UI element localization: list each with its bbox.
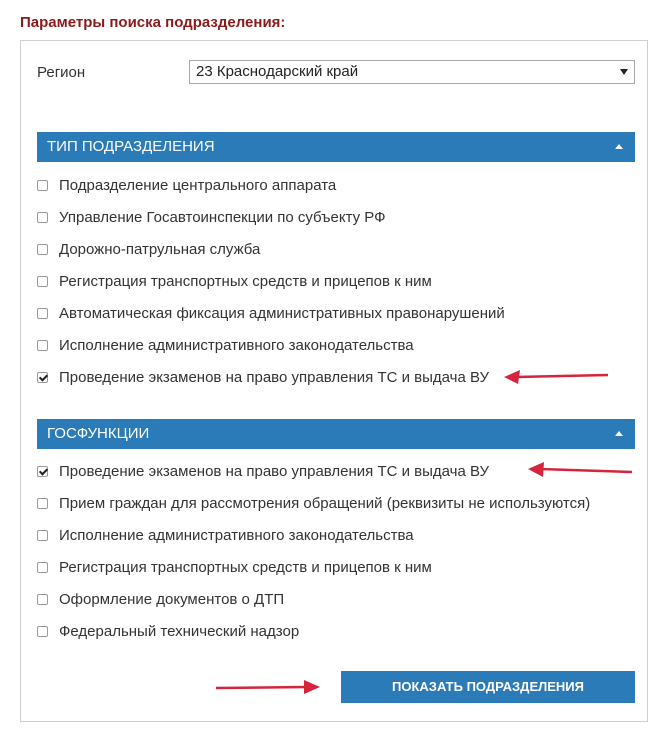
checkbox-label: Регистрация транспортных средств и прицепов к ним bbox=[59, 272, 432, 290]
checkbox-row-gf-citizen-reception[interactable] bbox=[37, 493, 590, 513]
checkbox[interactable] bbox=[37, 180, 48, 191]
region-label: Регион bbox=[37, 64, 86, 81]
region-select-value: 23 Краснодарский край bbox=[196, 63, 359, 80]
checkbox[interactable] bbox=[37, 626, 48, 637]
collapse-caret-icon[interactable] bbox=[615, 144, 623, 149]
show-units-button[interactable]: ПОКАЗАТЬ ПОДРАЗДЕЛЕНИЯ bbox=[341, 671, 635, 703]
checkbox-label: Федеральный технический надзор bbox=[59, 622, 300, 640]
checkbox-checked[interactable] bbox=[37, 372, 48, 383]
checkbox-label: Проведение экзаменов на право управления ТС и выдача ВУ bbox=[59, 462, 490, 480]
checkbox-label: Регистрация транспортных средств и прицепов к ним bbox=[59, 558, 432, 576]
checkbox-row-vehicle-registration[interactable] bbox=[37, 271, 432, 291]
checkbox-row-driving-exams[interactable] bbox=[37, 367, 489, 387]
checkbox-row-gf-vehicle-registration[interactable] bbox=[37, 557, 432, 577]
checkbox-row-central-office[interactable] bbox=[37, 175, 336, 195]
checkbox[interactable] bbox=[37, 212, 48, 223]
checkbox[interactable] bbox=[37, 594, 48, 605]
checkbox-checked[interactable] bbox=[37, 466, 48, 477]
checkbox-label: Исполнение административного законодательства bbox=[59, 336, 414, 354]
checkbox-label: Исполнение административного законодательства bbox=[59, 526, 414, 544]
section-header-gov-functions-label: ГОСФУНКЦИИ bbox=[47, 425, 150, 442]
checkbox-row-gf-admin-law-enforcement[interactable] bbox=[37, 525, 414, 545]
checkbox-label: Автоматическая фиксация административных правонарушений bbox=[59, 304, 505, 322]
annotation-arrow-icon bbox=[214, 677, 324, 697]
checkbox[interactable] bbox=[37, 276, 48, 287]
checkbox[interactable] bbox=[37, 340, 48, 351]
checkbox-label: Подразделение центрального аппарата bbox=[59, 176, 337, 194]
page-title: Параметры поиска подразделения: bbox=[20, 14, 286, 31]
checkbox-row-auto-violation-capture[interactable] bbox=[37, 303, 505, 323]
annotation-arrow-icon bbox=[524, 460, 636, 480]
collapse-caret-icon[interactable] bbox=[615, 431, 623, 436]
annotation-arrow-icon bbox=[500, 366, 612, 386]
region-select[interactable] bbox=[189, 60, 635, 84]
checkbox[interactable] bbox=[37, 498, 48, 509]
checkbox-label: Управление Госавтоинспекции по субъекту РФ bbox=[59, 208, 386, 226]
checkbox-row-admin-law-enforcement[interactable] bbox=[37, 335, 414, 355]
checkbox-row-regional-directorate[interactable] bbox=[37, 207, 386, 227]
section-header-unit-type-label: ТИП ПОДРАЗДЕЛЕНИЯ bbox=[47, 138, 215, 155]
checkbox-row-gf-accident-docs[interactable] bbox=[37, 589, 284, 609]
checkbox[interactable] bbox=[37, 244, 48, 255]
checkbox-row-patrol-service[interactable] bbox=[37, 239, 260, 259]
checkbox-row-gf-driving-exams[interactable] bbox=[37, 461, 489, 481]
checkbox-label: Оформление документов о ДТП bbox=[59, 590, 285, 608]
checkbox[interactable] bbox=[37, 308, 48, 319]
checkbox-label: Проведение экзаменов на право управления ТС и выдача ВУ bbox=[59, 368, 490, 386]
section-header-unit-type[interactable] bbox=[37, 132, 635, 162]
checkbox-row-gf-technical-supervision[interactable] bbox=[37, 621, 299, 641]
checkbox-label: Прием граждан для рассмотрения обращений (реквизиты не используются) bbox=[59, 494, 591, 512]
checkbox-label: Дорожно-патрульная служба bbox=[59, 240, 261, 258]
section-header-gov-functions[interactable] bbox=[37, 419, 635, 449]
dropdown-arrow-icon bbox=[620, 69, 628, 75]
checkbox[interactable] bbox=[37, 530, 48, 541]
checkbox[interactable] bbox=[37, 562, 48, 573]
